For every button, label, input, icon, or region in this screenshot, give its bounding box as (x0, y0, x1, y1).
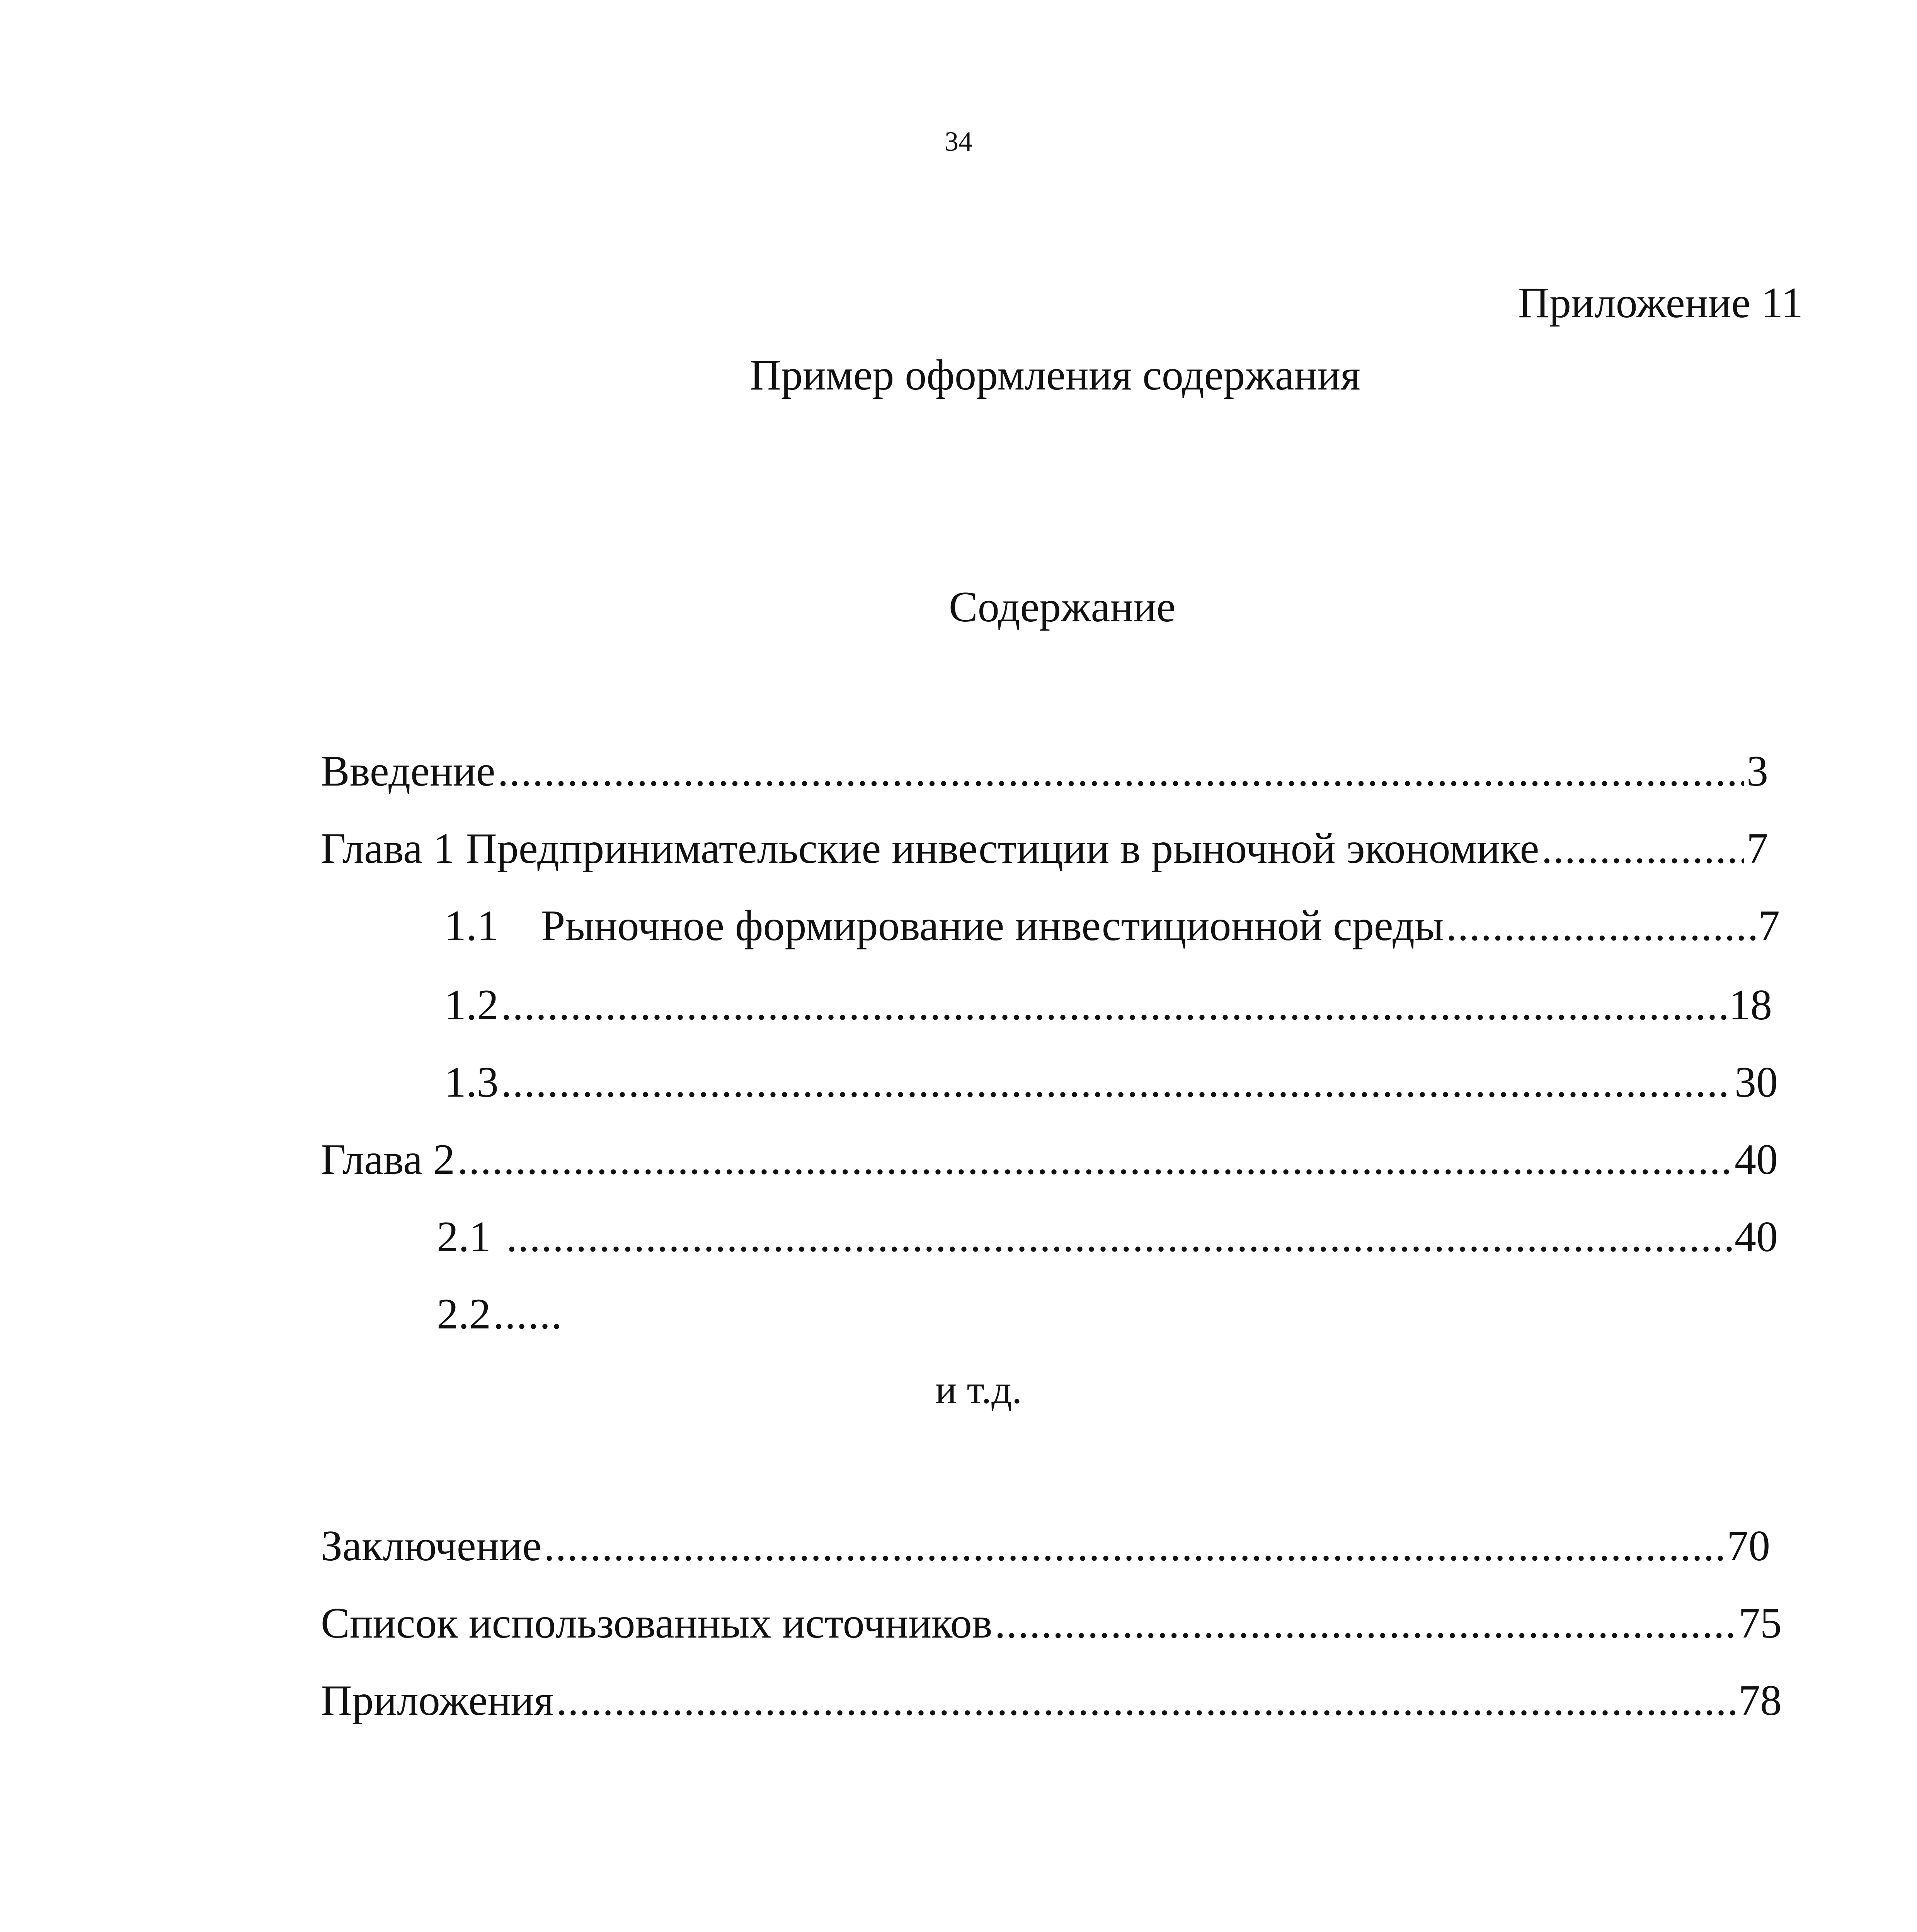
toc-entry-title: Заключение (321, 1522, 542, 1570)
toc-entry-number: 1.3 (444, 1058, 499, 1106)
toc-heading: Содержание (949, 583, 1176, 631)
toc-leader-dots (501, 1061, 1732, 1104)
toc-entry-page: 7 (1758, 902, 1780, 950)
toc-entry-section-2-1 (437, 1215, 1778, 1259)
toc-etc-note: и т.д. (935, 1367, 1022, 1412)
toc-entry-section-1-1 (444, 902, 1780, 950)
toc-entry-title: Рыночное формирование инвестиционной среды (541, 902, 1444, 950)
appendix-label: Приложение 11 (1518, 279, 1803, 327)
toc-leader-dots (995, 1602, 1736, 1645)
toc-entry-number: 1.2 (444, 981, 499, 1029)
toc-entry-intro (321, 747, 1768, 795)
toc-entry-number: 1.1 (444, 902, 499, 950)
toc-entry-title: Глава 1 Предпринимательские инвестиции в рыночной экономике (321, 825, 1539, 872)
toc-leader-dots (544, 1524, 1725, 1568)
toc-entry-appendices (321, 1677, 1782, 1725)
toc-entry-conclusion (321, 1524, 1770, 1568)
toc-entry-section-2-2 (437, 1290, 563, 1338)
toc-entry-section-1-2 (444, 983, 1772, 1027)
toc-leader-dots (497, 750, 1744, 793)
toc-entry-page: 3 (1747, 747, 1768, 795)
toc-entry-title: Список использованных источников (321, 1599, 993, 1647)
toc-leader-dots (457, 1138, 1732, 1181)
toc-entry-page: 75 (1738, 1599, 1782, 1647)
page-number: 34 (945, 126, 972, 157)
toc-entry-page: 7 (1747, 825, 1768, 872)
toc-leader-dots (1446, 904, 1756, 947)
toc-leader-dots (506, 1215, 1732, 1259)
toc-entry-title: Глава 2 (321, 1136, 455, 1184)
toc-entry-number: 2.1 (437, 1213, 491, 1261)
toc-entry-number: 2.2 (437, 1290, 491, 1338)
toc-entry-page: 70 (1727, 1522, 1770, 1570)
toc-entry-page: 40 (1735, 1213, 1778, 1261)
toc-entry-page: 18 (1729, 981, 1772, 1029)
toc-entry-page: 78 (1738, 1677, 1782, 1725)
toc-leader-dots (556, 1679, 1736, 1722)
toc-leader-dots: ...... (493, 1290, 563, 1338)
toc-entry-title: Введение (321, 747, 495, 795)
toc-leader-dots (1541, 827, 1744, 870)
document-title: Пример оформления содержания (750, 351, 1360, 399)
toc-entry-page: 30 (1735, 1058, 1778, 1106)
toc-leader-dots (501, 983, 1726, 1027)
toc-entry-chapter-1 (321, 827, 1768, 870)
toc-entry-sources (321, 1599, 1782, 1647)
toc-entry-page: 40 (1735, 1136, 1778, 1184)
toc-entry-title: Приложения (321, 1677, 554, 1725)
toc-entry-chapter-2 (321, 1136, 1778, 1184)
toc-entry-section-1-3 (444, 1058, 1778, 1106)
